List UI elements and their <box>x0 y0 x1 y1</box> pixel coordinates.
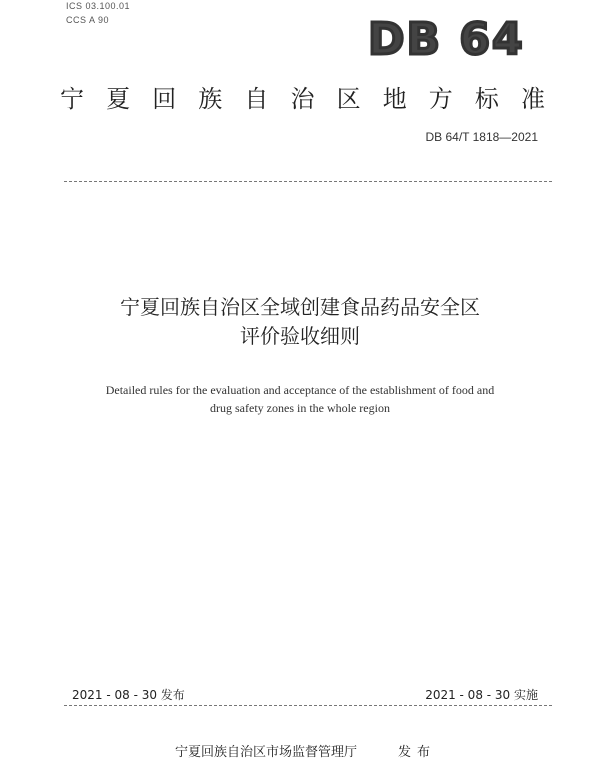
top-divider <box>64 181 552 182</box>
title-en-line2: drug safety zones in the whole region <box>210 401 390 415</box>
bottom-divider <box>64 705 552 706</box>
publish-label: 发布 <box>398 745 437 760</box>
implementation-date: 2021 - 08 - 30 实施 <box>425 688 538 702</box>
document-title-en <box>60 381 540 417</box>
ics-code: ICS 03.100.01 <box>66 1 131 11</box>
title-en-line1: Detailed rules for the evaluation and acceptance of the establishment of food and <box>105 383 495 397</box>
document-title-zh <box>40 293 560 351</box>
publisher: 宁夏回族自治区市场监督管理厅 <box>175 745 358 760</box>
db-logo: DB 64 <box>368 14 525 65</box>
ccs-code: CCS A 90 <box>66 15 110 25</box>
title-zh-line2: 评价验收细则 <box>240 324 360 348</box>
title-zh-line1: 宁夏回族自治区全域创建食品药品安全区 <box>120 295 480 319</box>
issue-date: 2021 - 08 - 30 发布 <box>72 688 185 702</box>
standard-number: DB 64/T 1818—2021 <box>425 130 538 144</box>
org-title: 宁夏回族自治区地方标准 <box>60 85 545 113</box>
